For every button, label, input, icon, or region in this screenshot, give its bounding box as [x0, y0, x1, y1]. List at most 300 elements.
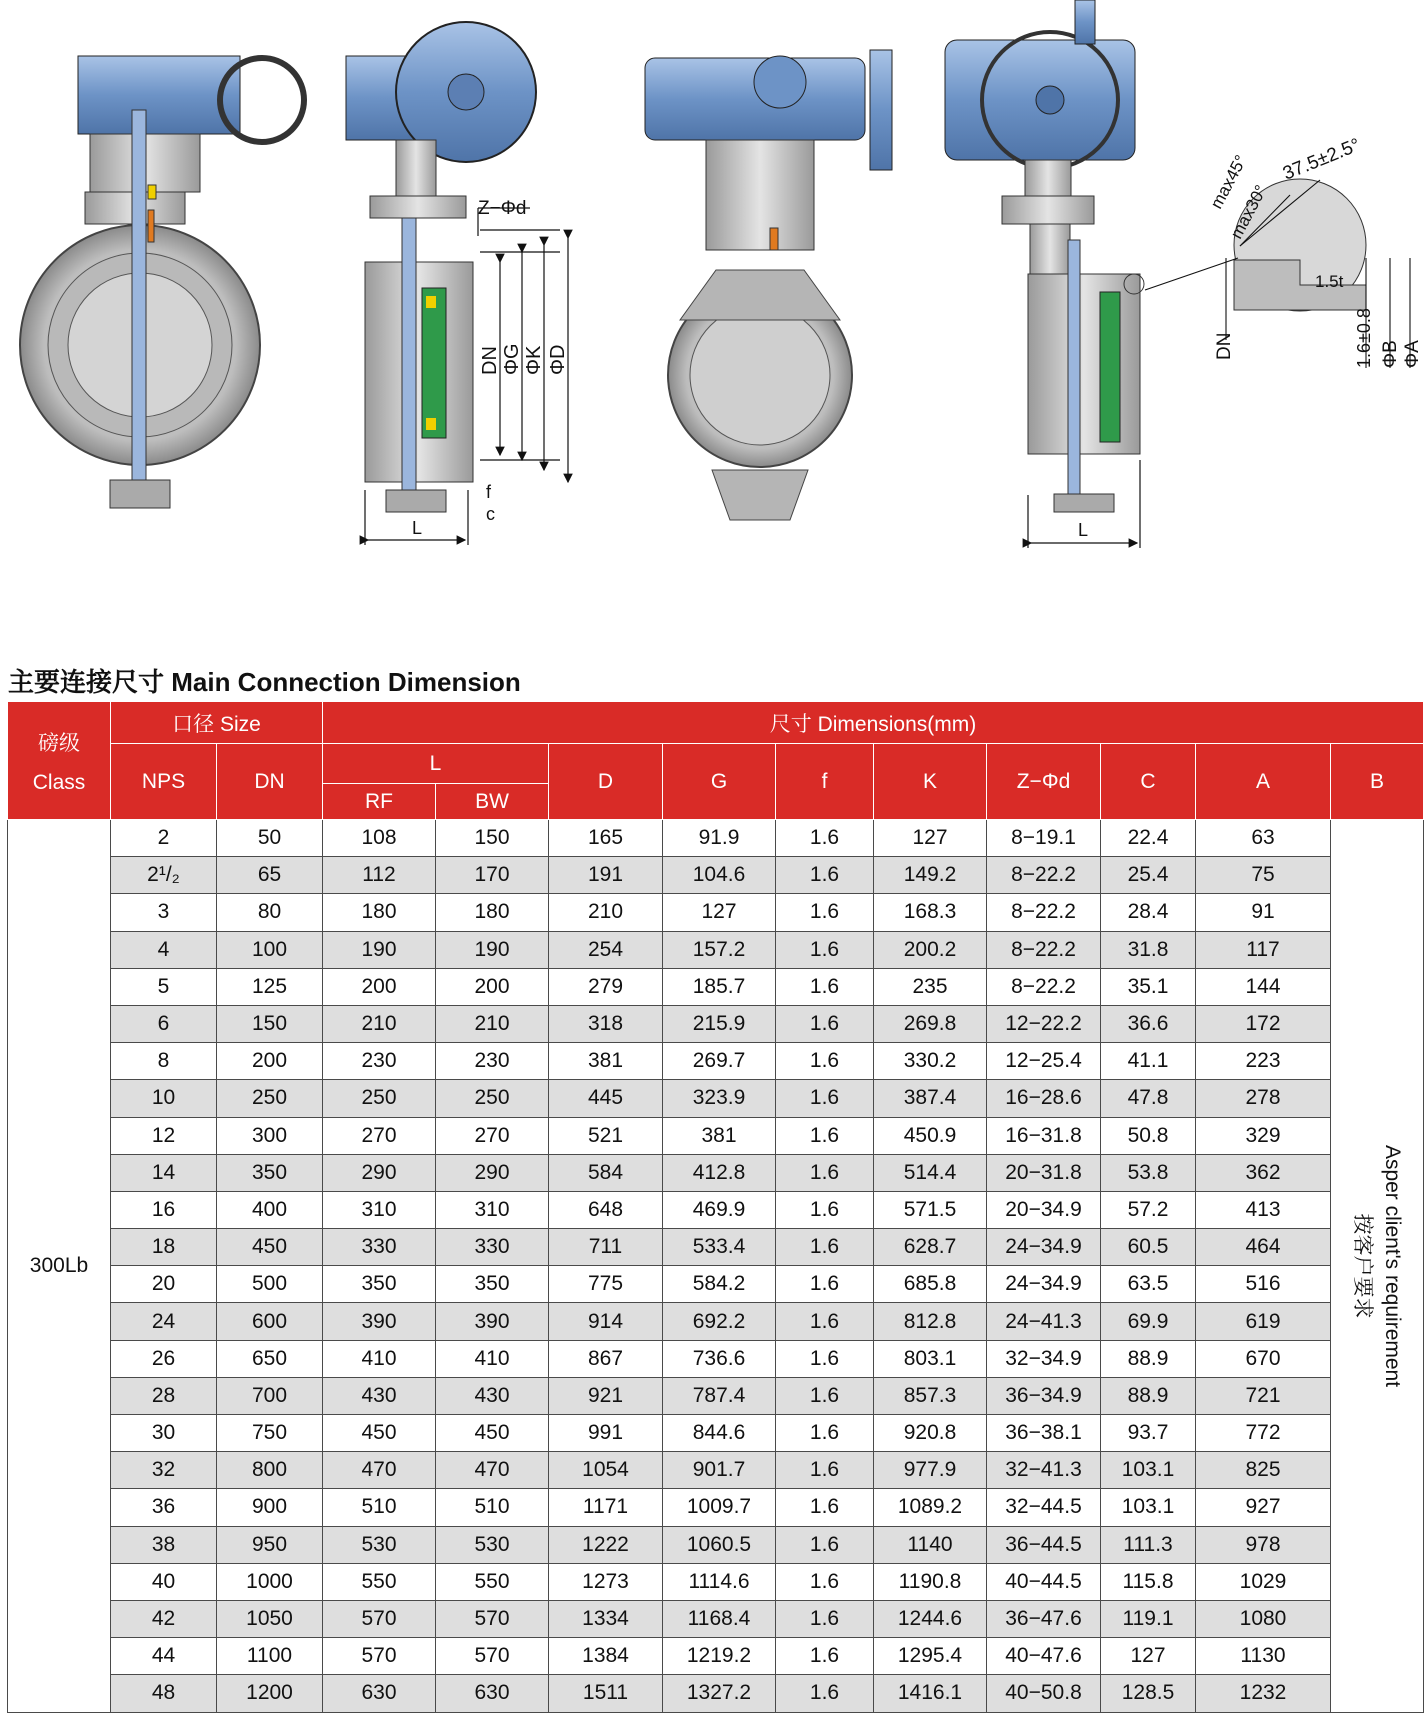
table-cell: 100	[217, 931, 323, 968]
valve-drawings	[0, 0, 1427, 600]
table-cell: 125	[217, 968, 323, 1005]
header-g: G	[663, 744, 776, 820]
table-cell: 223	[1196, 1043, 1331, 1080]
table-cell: 1060.5	[663, 1526, 776, 1563]
table-cell: 75	[1196, 857, 1331, 894]
table-cell: 670	[1196, 1340, 1331, 1377]
table-cell: 450	[436, 1415, 549, 1452]
table-cell: 63	[1196, 820, 1331, 857]
table-cell: 630	[436, 1675, 549, 1712]
table-row	[8, 820, 1424, 857]
header-d: D	[549, 744, 663, 820]
table-cell: 20−31.8	[987, 1154, 1101, 1191]
table-row	[8, 1415, 1424, 1452]
table-cell: 8−22.2	[987, 931, 1101, 968]
table-cell: 1244.6	[874, 1600, 987, 1637]
table-cell: 104.6	[663, 857, 776, 894]
table-cell: 1.6	[776, 1340, 874, 1377]
table-cell: 22.4	[1101, 820, 1196, 857]
table-cell: 180	[436, 894, 549, 931]
table-cell: 1080	[1196, 1600, 1331, 1637]
table-cell: 18	[111, 1229, 217, 1266]
table-cell: 2¹/₂	[111, 857, 217, 894]
table-cell: 28.4	[1101, 894, 1196, 931]
table-cell: 920.8	[874, 1415, 987, 1452]
table-cell: 1.6	[776, 820, 874, 857]
table-cell: 269.8	[874, 1005, 987, 1042]
label-dn-detail: DN	[1214, 332, 1235, 360]
table-cell: 210	[549, 894, 663, 931]
table-cell: 1.6	[776, 1080, 874, 1117]
table-cell: 1.6	[776, 1675, 874, 1712]
table-cell: 8−22.2	[987, 894, 1101, 931]
table-cell: 685.8	[874, 1266, 987, 1303]
table-cell: 200	[217, 1043, 323, 1080]
table-cell: 1384	[549, 1638, 663, 1675]
table-cell: 630	[323, 1675, 436, 1712]
table-cell: 927	[1196, 1489, 1331, 1526]
table-cell: 600	[217, 1303, 323, 1340]
table-cell: 165	[549, 820, 663, 857]
table-cell: 250	[323, 1080, 436, 1117]
table-row	[8, 1191, 1424, 1228]
table-cell: 278	[1196, 1080, 1331, 1117]
label-phi-g: ΦG	[501, 343, 523, 375]
table-cell: 157.2	[663, 931, 776, 968]
table-cell: 390	[436, 1303, 549, 1340]
table-cell: 570	[436, 1600, 549, 1637]
table-cell: 300	[217, 1117, 323, 1154]
header-dimensions: 尺寸 Dimensions(mm)	[323, 702, 1424, 744]
table-cell: 20	[111, 1266, 217, 1303]
table-cell: 413	[1196, 1191, 1331, 1228]
table-cell: 510	[436, 1489, 549, 1526]
table-cell: 4	[111, 931, 217, 968]
table-cell: 1219.2	[663, 1638, 776, 1675]
table-cell: 127	[663, 894, 776, 931]
header-k: K	[874, 744, 987, 820]
label-max45: max45°	[1206, 151, 1251, 212]
table-cell: 103.1	[1101, 1489, 1196, 1526]
table-cell: 1000	[217, 1563, 323, 1600]
table-cell: 1327.2	[663, 1675, 776, 1712]
table-cell: 1.6	[776, 1563, 874, 1600]
table-row	[8, 1266, 1424, 1303]
section-title: 主要连接尺寸 Main Connection Dimension	[8, 667, 521, 697]
table-cell: 93.7	[1101, 1415, 1196, 1452]
table-cell: 1050	[217, 1600, 323, 1637]
table-cell: 812.8	[874, 1303, 987, 1340]
table-cell: 250	[217, 1080, 323, 1117]
table-cell: 310	[323, 1191, 436, 1228]
table-cell: 1.6	[776, 1043, 874, 1080]
table-row	[8, 968, 1424, 1005]
table-cell: 1511	[549, 1675, 663, 1712]
table-cell: 1.6	[776, 1117, 874, 1154]
table-row	[8, 1229, 1424, 1266]
table-cell: 1222	[549, 1526, 663, 1563]
table-cell: 991	[549, 1415, 663, 1452]
table-row	[8, 1526, 1424, 1563]
table-cell: 692.2	[663, 1303, 776, 1340]
table-cell: 32−44.5	[987, 1489, 1101, 1526]
table-cell: 32−34.9	[987, 1340, 1101, 1377]
table-cell: 30	[111, 1415, 217, 1452]
table-cell: 69.9	[1101, 1303, 1196, 1340]
table-cell: 210	[323, 1005, 436, 1042]
table-cell: 88.9	[1101, 1377, 1196, 1414]
table-cell: 914	[549, 1303, 663, 1340]
table-cell: 24−34.9	[987, 1229, 1101, 1266]
table-cell: 450.9	[874, 1117, 987, 1154]
table-cell: 516	[1196, 1266, 1331, 1303]
table-cell: 650	[217, 1340, 323, 1377]
table-cell: 36−47.6	[987, 1600, 1101, 1637]
table-cell: 533.4	[663, 1229, 776, 1266]
table-cell: 36	[111, 1489, 217, 1526]
table-cell: 47.8	[1101, 1080, 1196, 1117]
label-phi-a: ΦA	[1402, 340, 1423, 368]
table-cell: 108	[323, 820, 436, 857]
table-cell: 1114.6	[663, 1563, 776, 1600]
table-cell: 570	[323, 1600, 436, 1637]
table-cell: 65	[217, 857, 323, 894]
table-cell: 584.2	[663, 1266, 776, 1303]
table-cell: 150	[217, 1005, 323, 1042]
table-cell: 36−38.1	[987, 1415, 1101, 1452]
table-cell: 200	[436, 968, 549, 1005]
table-cell: 8−19.1	[987, 820, 1101, 857]
table-cell: 36−34.9	[987, 1377, 1101, 1414]
header-dn: DN	[217, 744, 323, 820]
table-cell: 330	[323, 1229, 436, 1266]
table-cell: 32	[111, 1452, 217, 1489]
table-cell: 5	[111, 968, 217, 1005]
table-cell: 38	[111, 1526, 217, 1563]
table-cell: 230	[323, 1043, 436, 1080]
table-cell: 400	[217, 1191, 323, 1228]
table-cell: 530	[323, 1526, 436, 1563]
table-cell: 1416.1	[874, 1675, 987, 1712]
table-cell: 521	[549, 1117, 663, 1154]
table-cell: 144	[1196, 968, 1331, 1005]
table-cell: 8	[111, 1043, 217, 1080]
table-cell: 180	[323, 894, 436, 931]
table-cell: 921	[549, 1377, 663, 1414]
header-a: A	[1196, 744, 1331, 820]
table-cell: 901.7	[663, 1452, 776, 1489]
table-cell: 150	[436, 820, 549, 857]
table-cell: 8−22.2	[987, 968, 1101, 1005]
table-cell: 1168.4	[663, 1600, 776, 1637]
table-row	[8, 1154, 1424, 1191]
table-cell: 36.6	[1101, 1005, 1196, 1042]
table-row	[8, 1303, 1424, 1340]
label-angle: 37.5±2.5°	[1280, 134, 1364, 185]
label-phi-k: ΦK	[523, 345, 545, 375]
table-cell: 1200	[217, 1675, 323, 1712]
table-cell: 12	[111, 1117, 217, 1154]
table-cell: 25.4	[1101, 857, 1196, 894]
table-cell: 200.2	[874, 931, 987, 968]
table-cell: 711	[549, 1229, 663, 1266]
table-cell: 387.4	[874, 1080, 987, 1117]
table-cell: 1054	[549, 1452, 663, 1489]
table-cell: 310	[436, 1191, 549, 1228]
table-cell: 63.5	[1101, 1266, 1196, 1303]
label-tolerance: 1.6±0.8	[1354, 308, 1374, 368]
table-cell: 254	[549, 931, 663, 968]
header-class	[8, 702, 111, 820]
table-cell: 60.5	[1101, 1229, 1196, 1266]
header-c: C	[1101, 744, 1196, 820]
dimension-table	[7, 701, 1424, 1713]
table-cell: 149.2	[874, 857, 987, 894]
table-row	[8, 1117, 1424, 1154]
table-cell: 1.6	[776, 1154, 874, 1191]
table-row	[8, 1563, 1424, 1600]
table-cell: 390	[323, 1303, 436, 1340]
table-cell: 1171	[549, 1489, 663, 1526]
table-cell: 510	[323, 1489, 436, 1526]
table-cell: 787.4	[663, 1377, 776, 1414]
b-requirement-cn: 按客户要求	[1351, 1213, 1374, 1319]
table-cell: 8−22.2	[987, 857, 1101, 894]
table-cell: 1.6	[776, 1452, 874, 1489]
table-cell: 41.1	[1101, 1043, 1196, 1080]
table-cell: 1.6	[776, 1415, 874, 1452]
table-row	[8, 894, 1424, 931]
table-cell: 978	[1196, 1526, 1331, 1563]
table-cell: 119.1	[1101, 1600, 1196, 1637]
table-cell: 350	[217, 1154, 323, 1191]
table-cell: 584	[549, 1154, 663, 1191]
table-row	[8, 1452, 1424, 1489]
table-cell: 1.6	[776, 1303, 874, 1340]
table-cell: 1009.7	[663, 1489, 776, 1526]
table-cell: 1295.4	[874, 1638, 987, 1675]
table-cell: 530	[436, 1526, 549, 1563]
table-cell: 381	[663, 1117, 776, 1154]
label-dn: DN	[479, 346, 501, 375]
class-cell: 300Lb	[8, 820, 111, 1713]
table-cell: 1.6	[776, 1489, 874, 1526]
table-cell: 430	[436, 1377, 549, 1414]
table-cell: 270	[436, 1117, 549, 1154]
table-cell: 1.6	[776, 968, 874, 1005]
table-cell: 50	[217, 820, 323, 857]
table-cell: 648	[549, 1191, 663, 1228]
seal-detail	[1145, 135, 1423, 368]
table-cell: 1089.2	[874, 1489, 987, 1526]
header-class-cn: 磅级	[38, 731, 80, 755]
table-cell: 117	[1196, 931, 1331, 968]
header-rf: RF	[323, 784, 436, 820]
table-cell: 1.6	[776, 1377, 874, 1414]
table-cell: 772	[1196, 1415, 1331, 1452]
table-cell: 42	[111, 1600, 217, 1637]
table-cell: 1.6	[776, 1191, 874, 1228]
table-cell: 1190.8	[874, 1563, 987, 1600]
table-cell: 825	[1196, 1452, 1331, 1489]
table-cell: 977.9	[874, 1452, 987, 1489]
table-cell: 185.7	[663, 968, 776, 1005]
table-cell: 28	[111, 1377, 217, 1414]
table-cell: 115.8	[1101, 1563, 1196, 1600]
table-cell: 10	[111, 1080, 217, 1117]
table-cell: 1140	[874, 1526, 987, 1563]
table-cell: 329	[1196, 1117, 1331, 1154]
table-cell: 200	[323, 968, 436, 1005]
table-cell: 235	[874, 968, 987, 1005]
table-cell: 514.4	[874, 1154, 987, 1191]
table-cell: 628.7	[874, 1229, 987, 1266]
table-row	[8, 1043, 1424, 1080]
table-cell: 900	[217, 1489, 323, 1526]
table-cell: 1.6	[776, 931, 874, 968]
table-cell: 279	[549, 968, 663, 1005]
header-f: f	[776, 744, 874, 820]
table-cell: 1130	[1196, 1638, 1331, 1675]
table-cell: 470	[323, 1452, 436, 1489]
table-row	[8, 1377, 1424, 1414]
table-cell: 170	[436, 857, 549, 894]
label-1-5t: 1.5t	[1315, 272, 1344, 291]
table-cell: 53.8	[1101, 1154, 1196, 1191]
table-cell: 12−22.2	[987, 1005, 1101, 1042]
table-cell: 1232	[1196, 1675, 1331, 1712]
table-cell: 318	[549, 1005, 663, 1042]
label-max30: max30°	[1226, 181, 1271, 242]
table-cell: 570	[436, 1638, 549, 1675]
table-row	[8, 931, 1424, 968]
table-cell: 24	[111, 1303, 217, 1340]
valve-view-electric-front	[645, 50, 892, 520]
table-cell: 128.5	[1101, 1675, 1196, 1712]
table-cell: 16−31.8	[987, 1117, 1101, 1154]
label-f: f	[486, 482, 492, 502]
table-cell: 1.6	[776, 1638, 874, 1675]
table-cell: 91	[1196, 894, 1331, 931]
table-cell: 950	[217, 1526, 323, 1563]
table-row	[8, 1080, 1424, 1117]
table-cell: 127	[874, 820, 987, 857]
table-cell: 230	[436, 1043, 549, 1080]
label-c: c	[486, 504, 495, 524]
table-cell: 1029	[1196, 1563, 1331, 1600]
table-cell: 330	[436, 1229, 549, 1266]
table-cell: 80	[217, 894, 323, 931]
label-z-phi-d: Z−Φd	[478, 198, 527, 219]
table-cell: 469.9	[663, 1191, 776, 1228]
header-size: 口径 Size	[111, 702, 323, 744]
table-cell: 36−44.5	[987, 1526, 1101, 1563]
table-row	[8, 1600, 1424, 1637]
table-cell: 190	[323, 931, 436, 968]
table-cell: 40−47.6	[987, 1638, 1101, 1675]
table-cell: 570	[323, 1638, 436, 1675]
table-cell: 290	[323, 1154, 436, 1191]
table-cell: 12−25.4	[987, 1043, 1101, 1080]
table-row	[8, 1675, 1424, 1712]
table-cell: 410	[436, 1340, 549, 1377]
table-row	[8, 1340, 1424, 1377]
header-class-en: Class	[32, 770, 86, 794]
table-cell: 445	[549, 1080, 663, 1117]
table-cell: 1.6	[776, 1600, 874, 1637]
b-requirement-en: Asper client's requirement	[1381, 1144, 1404, 1387]
table-cell: 430	[323, 1377, 436, 1414]
table-cell: 14	[111, 1154, 217, 1191]
table-cell: 1334	[549, 1600, 663, 1637]
table-cell: 1273	[549, 1563, 663, 1600]
table-cell: 2	[111, 820, 217, 857]
header-b: B	[1331, 744, 1424, 820]
table-cell: 269.7	[663, 1043, 776, 1080]
table-row	[8, 857, 1424, 894]
table-cell: 40−44.5	[987, 1563, 1101, 1600]
header-bw: BW	[436, 784, 549, 820]
table-cell: 736.6	[663, 1340, 776, 1377]
table-cell: 44	[111, 1638, 217, 1675]
table-cell: 381	[549, 1043, 663, 1080]
table-cell: 250	[436, 1080, 549, 1117]
table-cell: 190	[436, 931, 549, 968]
header-nps: NPS	[111, 744, 217, 820]
label-phi-b: ΦB	[1380, 340, 1401, 368]
table-cell: 1.6	[776, 1229, 874, 1266]
table-cell: 168.3	[874, 894, 987, 931]
table-cell: 500	[217, 1266, 323, 1303]
table-cell: 1.6	[776, 1526, 874, 1563]
label-phi-d: ΦD	[547, 344, 569, 375]
table-cell: 20−34.9	[987, 1191, 1101, 1228]
valve-view-electric-side	[945, 0, 1144, 548]
table-cell: 867	[549, 1340, 663, 1377]
table-cell: 103.1	[1101, 1452, 1196, 1489]
table-row	[8, 1638, 1424, 1675]
table-cell: 270	[323, 1117, 436, 1154]
table-cell: 470	[436, 1452, 549, 1489]
valve-view-gear-side	[20, 56, 304, 508]
label-l-left: L	[412, 518, 423, 538]
label-l-right: L	[1078, 520, 1089, 540]
table-cell: 57.2	[1101, 1191, 1196, 1228]
table-cell: 24−34.9	[987, 1266, 1101, 1303]
table-cell: 48	[111, 1675, 217, 1712]
table-cell: 350	[323, 1266, 436, 1303]
header-z-phi-d: Z−Φd	[987, 744, 1101, 820]
table-cell: 800	[217, 1452, 323, 1489]
header-l: L	[323, 744, 549, 784]
table-cell: 112	[323, 857, 436, 894]
table-cell: 464	[1196, 1229, 1331, 1266]
table-cell: 111.3	[1101, 1526, 1196, 1563]
table-cell: 330.2	[874, 1043, 987, 1080]
b-requirement-cell	[1331, 820, 1424, 1713]
table-cell: 571.5	[874, 1191, 987, 1228]
table-cell: 450	[323, 1415, 436, 1452]
table-cell: 721	[1196, 1377, 1331, 1414]
table-cell: 750	[217, 1415, 323, 1452]
table-cell: 1100	[217, 1638, 323, 1675]
table-cell: 412.8	[663, 1154, 776, 1191]
table-cell: 26	[111, 1340, 217, 1377]
table-cell: 24−41.3	[987, 1303, 1101, 1340]
valve-view-section	[346, 22, 569, 545]
table-cell: 290	[436, 1154, 549, 1191]
table-cell: 191	[549, 857, 663, 894]
